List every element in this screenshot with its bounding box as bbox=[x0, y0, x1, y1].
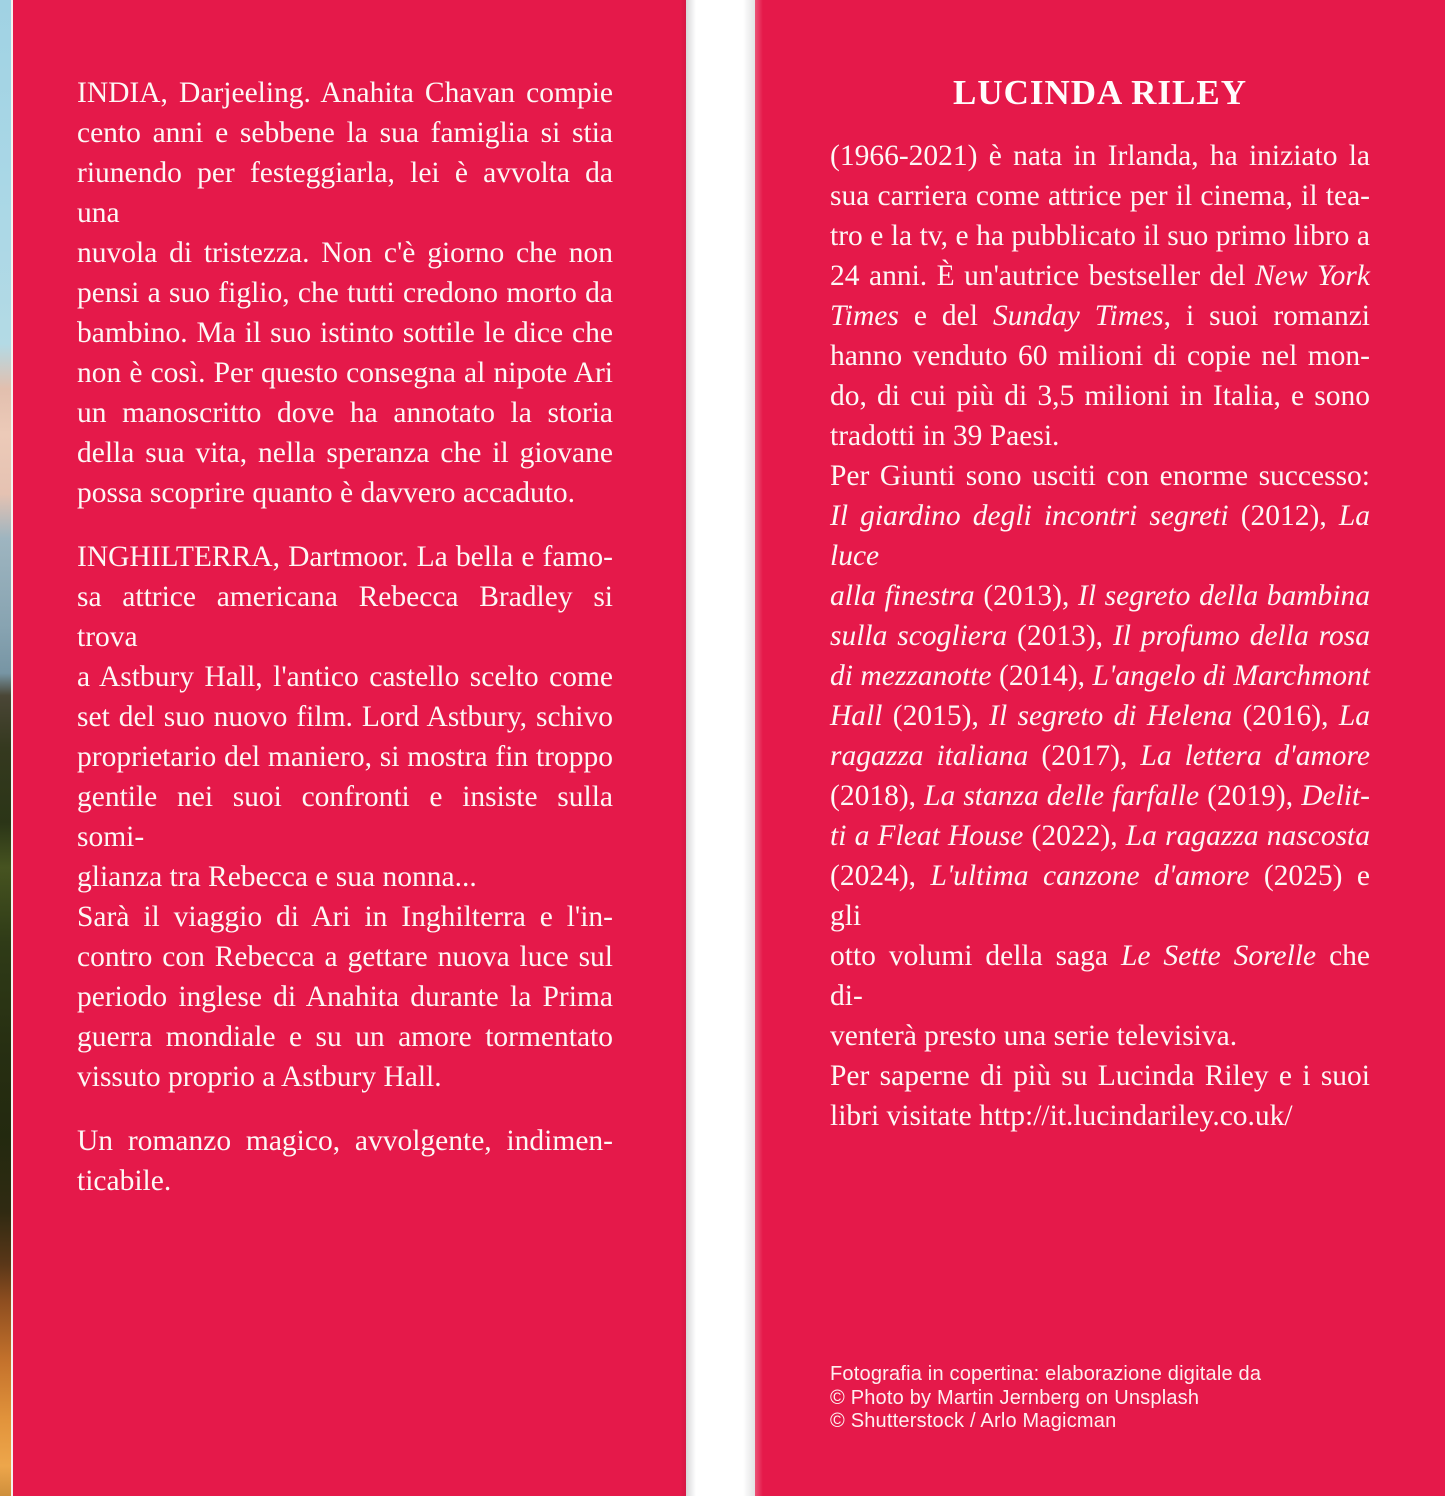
text-line: do, di cui più di 3,5 milioni in Italia, e sono bbox=[830, 380, 1370, 412]
text-line: venterà presto una serie televisiva. bbox=[830, 1020, 1238, 1052]
text-line: proprietario del maniero, si mostra fin troppo bbox=[77, 741, 613, 773]
text-line: contro con Rebecca a gettare nuova luce sul bbox=[77, 941, 613, 973]
paragraph bbox=[77, 73, 613, 513]
text-line: riunendo per festeggiarla, lei è avvolta da una bbox=[77, 157, 613, 229]
book-flap-right bbox=[755, 0, 1445, 1496]
text-line: sa attrice americana Rebecca Bradley si trova bbox=[77, 581, 613, 653]
text-line: nuvola di tristezza. Non c'è giorno che non bbox=[77, 237, 613, 269]
text-line: Times e del Sunday Times, i suoi romanzi bbox=[830, 300, 1370, 332]
paragraph bbox=[77, 1121, 613, 1201]
text-line: non è così. Per questo consegna al nipote Ari bbox=[77, 357, 613, 389]
text-line: otto volumi della saga Le Sette Sorelle che di- bbox=[830, 940, 1371, 1012]
text-line: ti a Fleat House (2022), La ragazza nascosta bbox=[830, 820, 1370, 852]
text-line: set del suo nuovo film. Lord Astbury, schivo bbox=[77, 701, 613, 733]
credit-line: © Shutterstock / Arlo Magicman bbox=[830, 1410, 1117, 1432]
text-line: ragazza italiana (2017), La lettera d'amore bbox=[830, 740, 1370, 772]
photo-credits bbox=[830, 1363, 1261, 1434]
credit-line: © Photo by Martin Jernberg on Unsplash bbox=[830, 1386, 1200, 1409]
text-line: Sarà il viaggio di Ari in Inghilterra e l'in- bbox=[77, 901, 613, 933]
text-line: ticabile. bbox=[77, 1165, 172, 1197]
text-line: Per Giunti sono usciti con enorme successo: bbox=[830, 460, 1370, 492]
credit-line: Fotografia in copertina: elaborazione digitale da bbox=[830, 1363, 1262, 1385]
text-line: Il giardino degli incontri segreti (2012), La luce bbox=[830, 500, 1370, 572]
paragraph bbox=[830, 456, 1370, 1056]
text-line: tro e la tv, e ha pubblicato il suo primo libro a bbox=[830, 220, 1370, 252]
text-line: alla finestra (2013), Il segreto della bambina bbox=[830, 580, 1370, 612]
text-line: guerra mondiale e su un amore tormentato bbox=[77, 1021, 613, 1053]
text-line: libri visitate http://it.lucindariley.co.uk/ bbox=[830, 1100, 1293, 1132]
text-line: pensi a suo figlio, che tutti credono morto da bbox=[77, 277, 613, 309]
paragraph bbox=[830, 1056, 1370, 1136]
text-line: tradotti in 39 Paesi. bbox=[830, 420, 1060, 452]
text-line: (2018), La stanza delle farfalle (2019), Delit- bbox=[830, 780, 1370, 812]
text-line: vissuto proprio a Astbury Hall. bbox=[77, 1061, 442, 1093]
text-line: possa scoprire quanto è davvero accaduto. bbox=[77, 477, 576, 509]
text-line: a Astbury Hall, l'antico castello scelto come bbox=[77, 661, 613, 693]
text-line: Hall (2015), Il segreto di Helena (2016), La bbox=[830, 700, 1370, 732]
text-line: sulla scogliera (2013), Il profumo della rosa bbox=[830, 620, 1370, 652]
text-line: cento anni e sebbene la sua famiglia si stia bbox=[77, 117, 613, 149]
paragraph bbox=[77, 897, 613, 1097]
text-line: (2024), L'ultima canzone d'amore (2025) e gli bbox=[830, 860, 1371, 932]
text-line: INGHILTERRA, Dartmoor. La bella e famo- bbox=[77, 541, 613, 573]
text-line: bambino. Ma il suo istinto sottile le dice che bbox=[77, 317, 613, 349]
book-flap-left bbox=[13, 0, 686, 1496]
synopsis-text bbox=[77, 73, 613, 1201]
text-line: (1966-2021) è nata in Irlanda, ha iniziato la bbox=[830, 140, 1370, 172]
text-line: Un romanzo magico, avvolgente, indimen- bbox=[77, 1125, 613, 1157]
text-line: della sua vita, nella speranza che il giovane bbox=[77, 437, 613, 469]
paragraph bbox=[77, 537, 613, 897]
bio-text bbox=[830, 136, 1370, 1136]
text-line: di mezzanotte (2014), L'angelo di Marchmont bbox=[830, 660, 1370, 692]
flap-fold-gap bbox=[686, 0, 755, 1496]
author-name-title: LUCINDA RILEY bbox=[952, 73, 1248, 112]
paragraph bbox=[830, 136, 1370, 456]
text-line: glianza tra Rebecca e sua nonna... bbox=[77, 861, 477, 893]
cover-photo-sliver bbox=[0, 0, 11, 1496]
text-line: sua carriera come attrice per il cinema, il tea- bbox=[830, 180, 1370, 212]
text-line: Per saperne di più su Lucinda Riley e i suoi bbox=[830, 1060, 1370, 1092]
text-line: periodo inglese di Anahita durante la Prima bbox=[77, 981, 613, 1013]
text-line: un manoscritto dove ha annotato la storia bbox=[77, 397, 613, 429]
text-line: gentile nei suoi confronti e insiste sulla somi- bbox=[77, 781, 613, 853]
text-line: hanno venduto 60 milioni di copie nel mon- bbox=[830, 340, 1370, 372]
text-line: INDIA, Darjeeling. Anahita Chavan compie bbox=[77, 77, 613, 109]
text-line: 24 anni. È un'autrice bestseller del New York bbox=[830, 260, 1370, 292]
